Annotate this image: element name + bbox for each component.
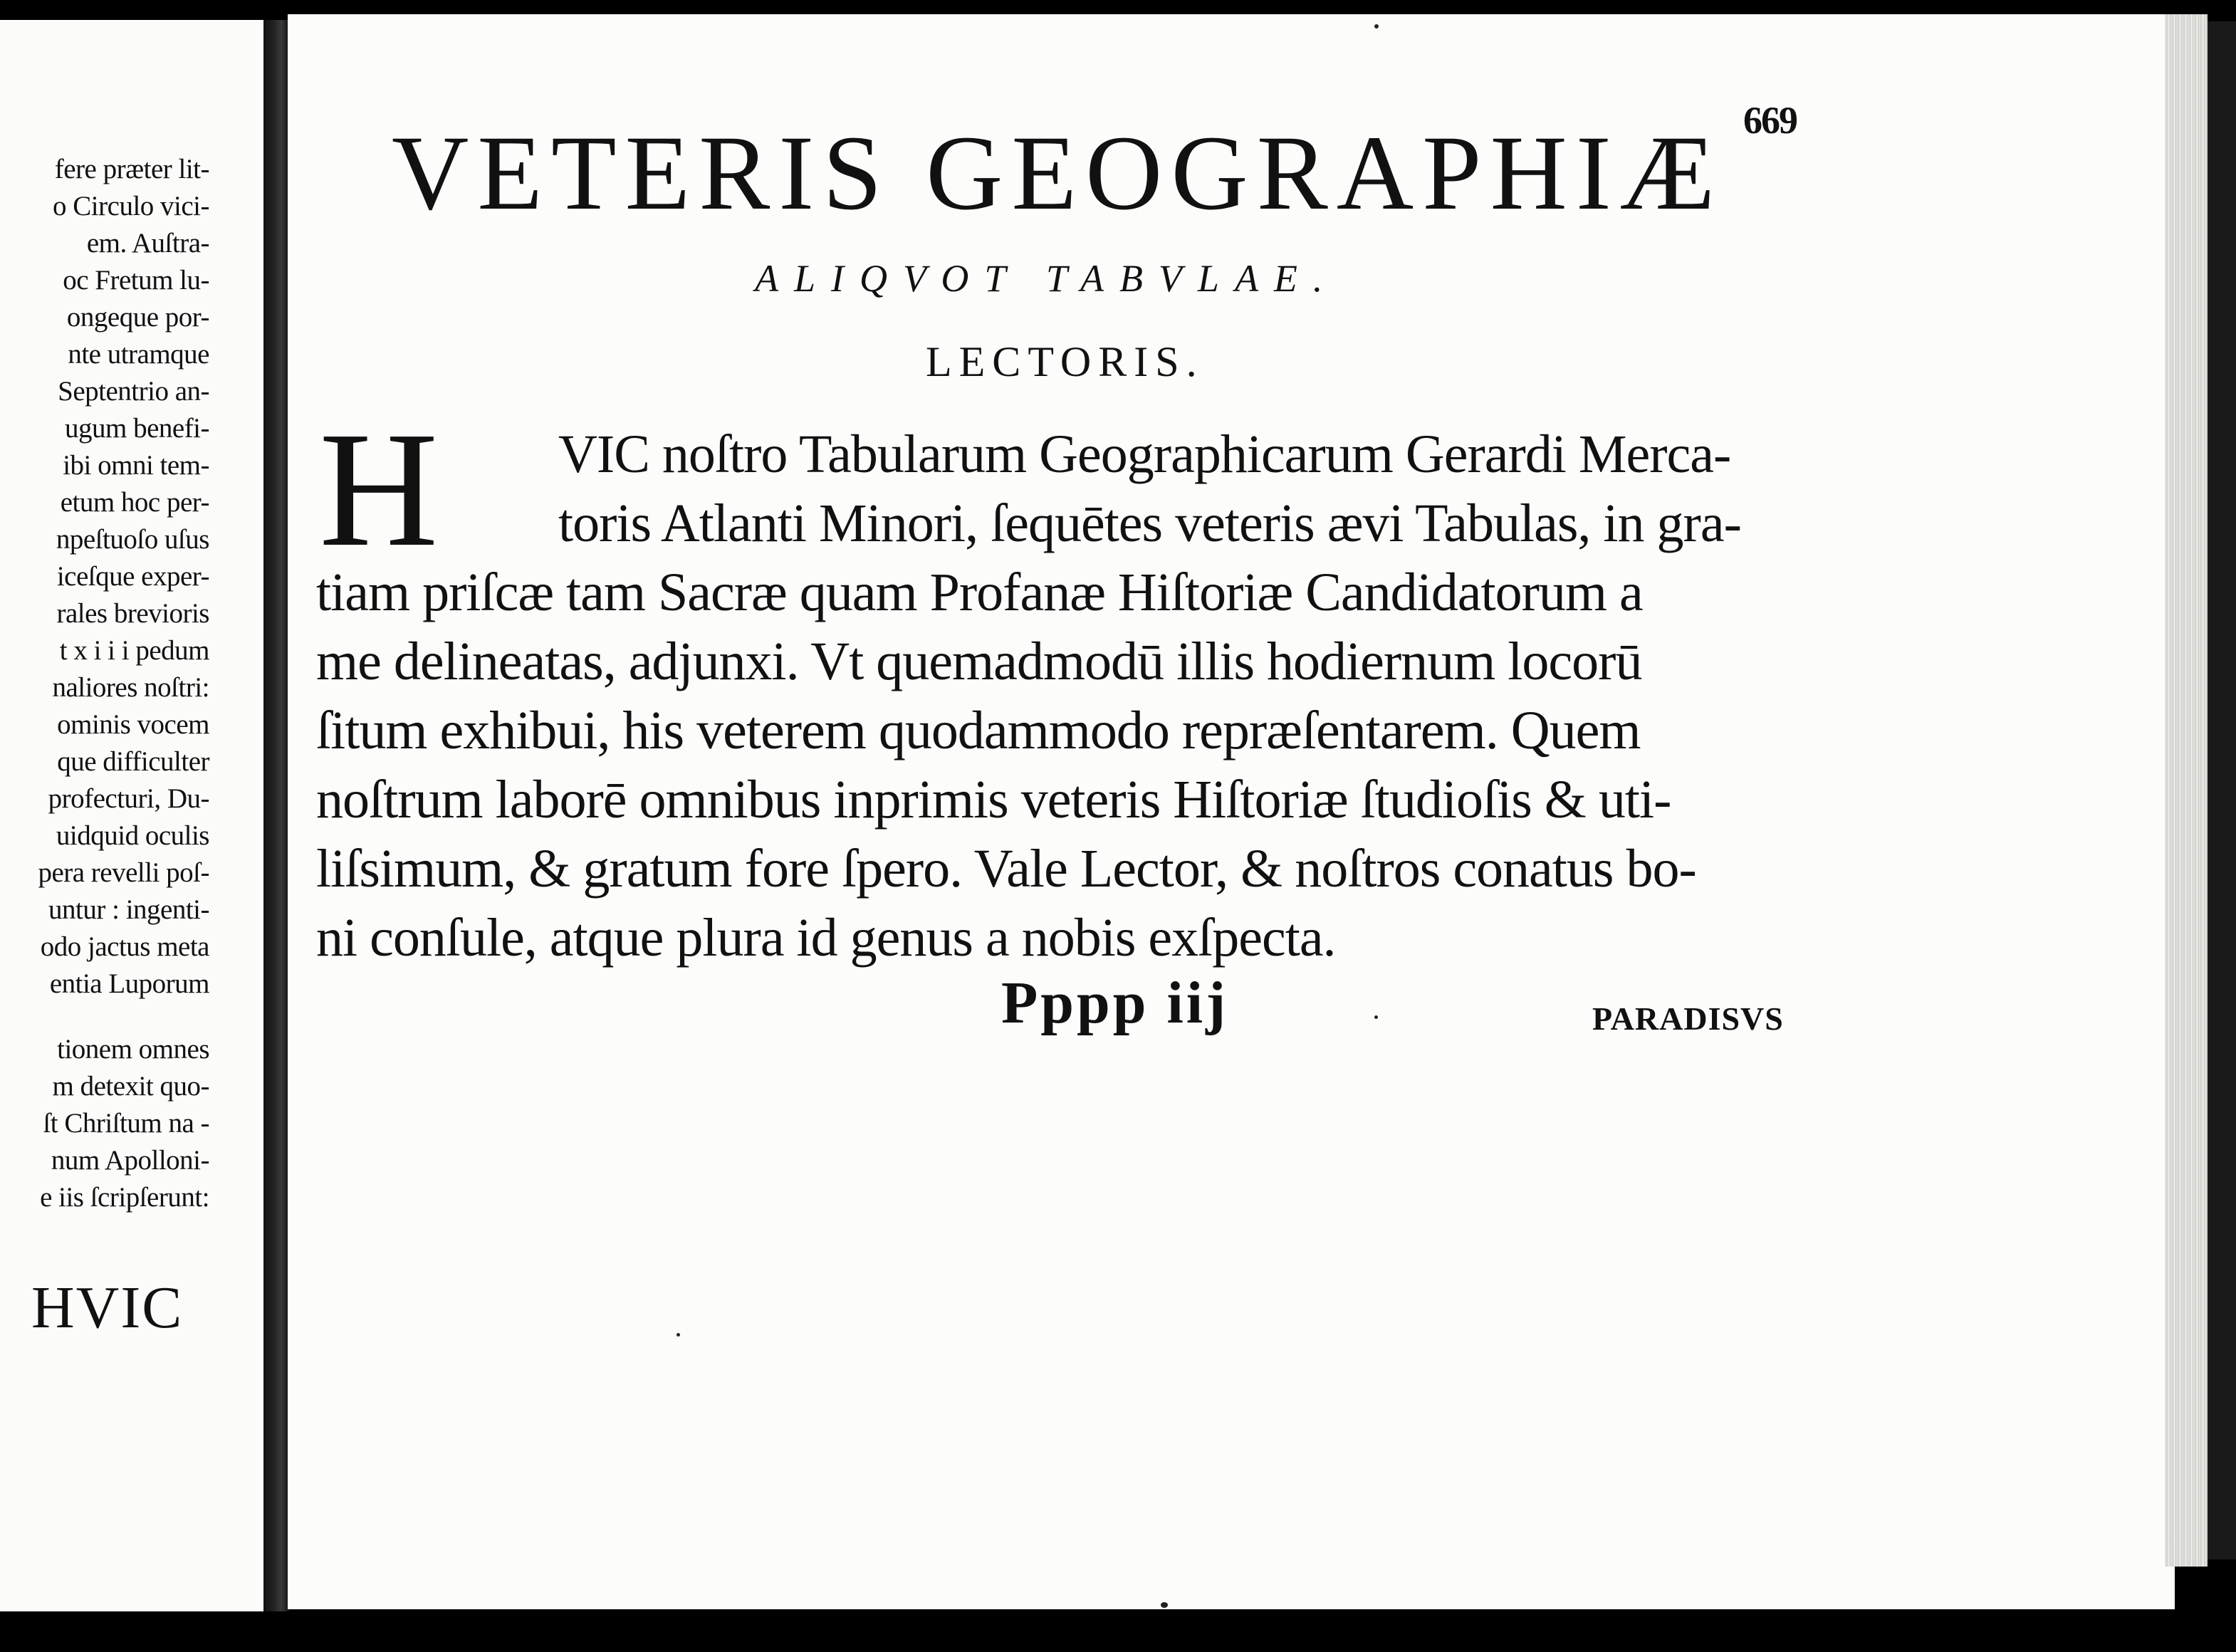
left-line: ſt Chriſtum na - (43, 1108, 209, 1139)
paper-speck (1374, 24, 1379, 28)
left-line: m detexit quo- (52, 1071, 209, 1102)
paper-speck (676, 1333, 680, 1337)
body-line: noſtrum laborē omnibus inprimis veteris Hiſtoriæ ſtudioſis & uti- (316, 770, 1671, 830)
left-page-text (0, 151, 209, 1216)
left-line: uidquid oculis (56, 820, 209, 851)
left-line: rales brevioris (56, 598, 209, 629)
left-line: ominis vocem (57, 709, 209, 740)
left-line: ugum benefi- (64, 413, 209, 444)
body-line: tiam priſcæ tam Sacræ quam Profanæ Hiſtoriæ Candidatorum a (316, 563, 1643, 622)
left-line: nte utramque (68, 339, 209, 370)
left-line: pera revelli poſ- (38, 857, 209, 888)
page-title: VETERIS GEOGRAPHIÆ (392, 114, 1724, 232)
left-line: e iis ſcripſerunt: (40, 1182, 209, 1213)
left-line: ongeque por- (66, 302, 209, 333)
left-paragraph-gap (0, 1003, 209, 1031)
body-paragraph (316, 398, 1797, 973)
signature-mark: Pppp iij (1001, 970, 1229, 1036)
paper-speck (1161, 1602, 1168, 1608)
left-line: o Circulo vici- (53, 191, 209, 221)
left-line: t x i i i pedum (59, 635, 209, 666)
left-line: oc Fretum lu- (63, 265, 209, 296)
left-line: ibi omni tem- (63, 450, 209, 481)
drop-cap: H (319, 398, 439, 581)
body-line: VIC noſtro Tabularum Geographicarum Gerardi Merca- (558, 424, 1731, 484)
left-line: num Apolloni- (51, 1145, 209, 1176)
section-heading: LECTORIS. (926, 338, 1204, 385)
left-line: untur : ingenti- (48, 894, 209, 925)
paper-speck (1374, 1015, 1378, 1019)
book-gutter (263, 20, 289, 1611)
body-line: liſsimum, & gratum fore ſpero. Vale Lector, & noſtros conatus bo- (316, 839, 1696, 899)
body-line: me delineatas, adjunxi. Vt quemadmodū illis hodiernum locorū (316, 632, 1642, 691)
body-line: toris Atlanti Minori, ſequētes veteris ævi Tabulas, in gra- (558, 493, 1741, 553)
body-line: ni conſule, atque plura id genus a nobis exſpecta. (316, 908, 1336, 968)
page-edge-shadow (2208, 21, 2236, 1559)
left-page (0, 20, 263, 1611)
left-line: fere præter lit- (54, 154, 209, 184)
left-line: Septentrio an- (58, 376, 209, 407)
left-line: npeſtuoſo uſus (56, 524, 209, 555)
left-line: em. Auſtra- (86, 228, 209, 258)
left-line: tionem omnes (57, 1034, 209, 1065)
page-subtitle: ALIQVOT TABVLAE. (755, 257, 1339, 300)
page-number: 669 (1743, 99, 1797, 142)
left-line: odo jactus meta (40, 931, 209, 962)
catchword: PARADISVS (1592, 1000, 1784, 1037)
body-line: ſitum exhibui, his veterem quodammodo repræſentarem. Quem (316, 701, 1641, 760)
left-line: que difficulter (57, 746, 209, 777)
page-edge-stack (2165, 14, 2208, 1567)
left-catchword: HVIC (31, 1275, 184, 1341)
left-line: naliores noſtri: (52, 672, 209, 703)
left-line: etum hoc per- (60, 487, 209, 518)
left-line: entia Luporum (49, 968, 209, 999)
left-line: iceſque exper- (56, 561, 209, 592)
left-line: profecturi, Du- (48, 783, 209, 814)
